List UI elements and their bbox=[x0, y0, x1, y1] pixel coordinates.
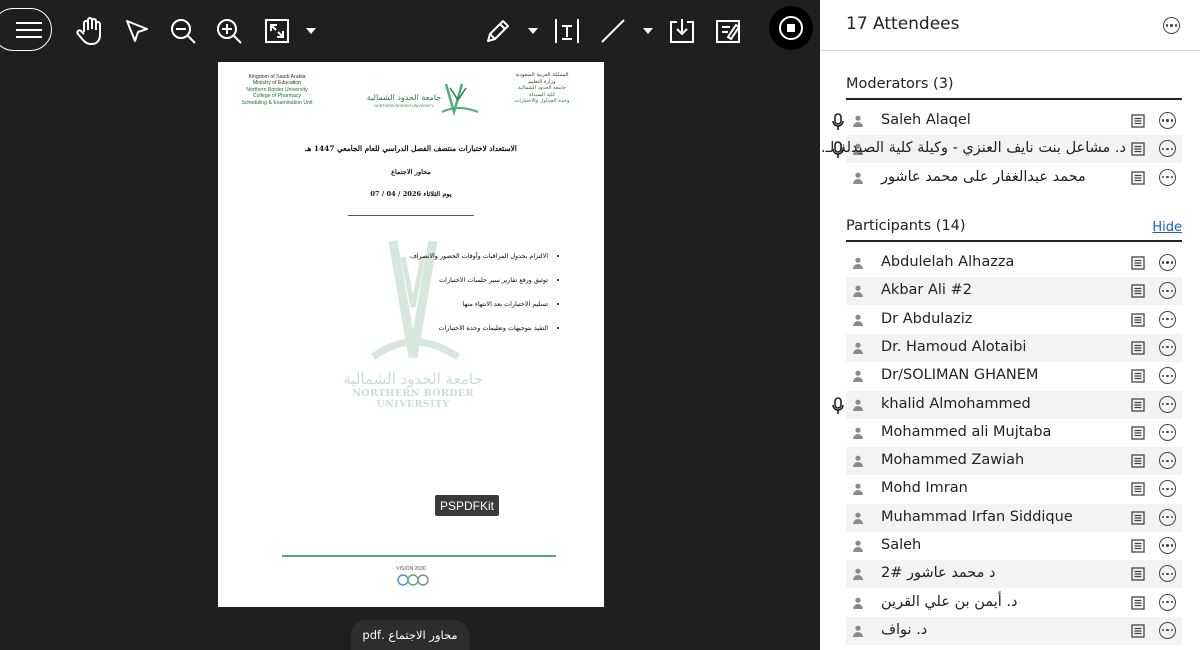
dot-icon bbox=[1162, 516, 1164, 518]
attendee-options-button[interactable] bbox=[1159, 424, 1176, 441]
attendee-name: د. مشاعل بنت نايف العنزي - وكيلة كلية الصيدلة لـ... bbox=[811, 140, 1126, 157]
header-english bbox=[232, 74, 322, 106]
attendee-options-button[interactable] bbox=[1159, 311, 1176, 328]
dot-icon bbox=[1170, 24, 1172, 26]
fit-page-icon bbox=[264, 18, 290, 44]
user-icon bbox=[853, 512, 863, 524]
attendee-row[interactable] bbox=[846, 560, 1182, 588]
dot-icon bbox=[1171, 460, 1173, 462]
attendee-name: محمد عبدالغفار على محمد عاشور bbox=[881, 168, 1086, 185]
attendee-options-button[interactable] bbox=[1159, 396, 1176, 413]
list-icon[interactable] bbox=[1131, 539, 1145, 553]
pen-button[interactable] bbox=[483, 16, 513, 46]
dot-icon bbox=[1162, 460, 1164, 462]
attendee-options-button[interactable] bbox=[1159, 169, 1176, 186]
user-icon bbox=[853, 342, 863, 354]
attendee-options-button[interactable] bbox=[1159, 112, 1176, 129]
header-arabic bbox=[502, 72, 582, 105]
dot-icon bbox=[1166, 346, 1168, 348]
participants-heading-label: Participants (14) bbox=[846, 218, 966, 234]
pan-button[interactable] bbox=[76, 15, 106, 47]
header-en-line: Scheduling & Examination Unit bbox=[241, 99, 313, 106]
attendee-options-button[interactable] bbox=[1159, 254, 1176, 271]
dot-icon bbox=[1162, 346, 1164, 348]
list-icon[interactable] bbox=[1131, 142, 1145, 156]
attendee-name: Dr/SOLIMAN GHANEM bbox=[881, 367, 1039, 384]
logo-arabic-text: جامعة الحدود الشمالية bbox=[366, 93, 442, 102]
attendee-name: Mohammed Zawiah bbox=[881, 452, 1025, 469]
stop-icon bbox=[778, 15, 804, 41]
attendees-title: 17 Attendees bbox=[846, 14, 960, 34]
dot-icon bbox=[1171, 488, 1173, 490]
attendee-name: Saleh bbox=[881, 537, 922, 553]
university-logo bbox=[362, 82, 482, 116]
header-en-line: Ministry of Education bbox=[252, 80, 302, 87]
header-en-line: College of Pharmacy bbox=[252, 93, 302, 100]
attendee-options-button[interactable] bbox=[1159, 339, 1176, 356]
pen-dropdown-button[interactable] bbox=[526, 26, 540, 36]
dot-icon bbox=[1166, 119, 1168, 121]
attendee-row[interactable] bbox=[846, 334, 1182, 362]
fit-dropdown-button[interactable] bbox=[304, 26, 318, 36]
hamburger-icon bbox=[16, 20, 42, 40]
user-icon bbox=[853, 427, 863, 439]
list-icon[interactable] bbox=[1131, 171, 1145, 185]
attendee-name: khalid Almohammed bbox=[881, 395, 1031, 412]
agenda-item: • التقيد بتوجيهات وتعليمات وحدة الاختبارات bbox=[318, 324, 548, 332]
dot-icon bbox=[1162, 403, 1164, 405]
dot-icon bbox=[1162, 544, 1164, 546]
attendee-name: Saleh Alaqel bbox=[881, 112, 971, 128]
agenda-item: • توثيق ورفع تقارير سير جلسات الاختبارات bbox=[318, 276, 548, 284]
dot-icon bbox=[1166, 629, 1168, 631]
attendee-row[interactable] bbox=[846, 475, 1182, 503]
dot-icon bbox=[1171, 261, 1173, 263]
user-icon bbox=[853, 314, 863, 326]
caret-down-icon bbox=[528, 28, 538, 34]
line-dropdown-button[interactable] bbox=[641, 26, 655, 36]
text-box-icon bbox=[553, 17, 581, 45]
list-icon[interactable] bbox=[1131, 256, 1145, 270]
panel-options-button[interactable] bbox=[1163, 17, 1180, 34]
dot-icon bbox=[1171, 431, 1173, 433]
list-icon[interactable] bbox=[1131, 284, 1145, 298]
fit-page-button[interactable] bbox=[262, 16, 292, 46]
dot-icon bbox=[1166, 573, 1168, 575]
dot-icon bbox=[1166, 375, 1168, 377]
header-en-line: Northern Border University bbox=[246, 86, 308, 93]
caret-down-icon bbox=[306, 28, 316, 34]
dot-icon bbox=[1166, 148, 1168, 150]
header-ar-line: كلية الصيدلة bbox=[528, 91, 556, 98]
attendee-options-button[interactable] bbox=[1159, 537, 1176, 554]
dot-icon bbox=[1162, 119, 1164, 121]
pointer-icon bbox=[124, 18, 150, 44]
attendee-name: Dr. Hamoud Alotaibi bbox=[881, 338, 1027, 355]
user-icon bbox=[853, 172, 863, 184]
zoom-out-button[interactable] bbox=[168, 16, 198, 46]
zoom-out-icon bbox=[169, 17, 197, 45]
pen-icon bbox=[484, 17, 512, 45]
document-title: الاستعداد لاختبارات منتصف الفصل الدراسي للعام الجامعي 1447 هـ bbox=[305, 144, 517, 153]
attendee-row[interactable] bbox=[846, 419, 1182, 447]
attendee-row[interactable] bbox=[846, 277, 1182, 305]
attendee-row[interactable] bbox=[846, 589, 1182, 617]
user-icon bbox=[853, 455, 863, 467]
user-icon bbox=[853, 399, 863, 411]
attendee-name: Abdulelah Alhazza bbox=[881, 254, 1015, 270]
participants-heading bbox=[846, 218, 1182, 242]
dot-icon bbox=[1171, 573, 1173, 575]
dot-icon bbox=[1171, 346, 1173, 348]
panel-header bbox=[820, 0, 1200, 51]
attendees-panel bbox=[811, 0, 1200, 650]
dot-icon bbox=[1171, 629, 1173, 631]
dot-icon bbox=[1162, 601, 1164, 603]
agenda-list bbox=[318, 252, 558, 348]
dot-icon bbox=[1166, 544, 1168, 546]
dot-icon bbox=[1166, 403, 1168, 405]
user-icon bbox=[853, 568, 863, 580]
attendee-row[interactable] bbox=[846, 107, 1182, 135]
attendee-name: Dr Abdulaziz bbox=[881, 310, 973, 327]
dot-icon bbox=[1166, 460, 1168, 462]
dot-icon bbox=[1162, 431, 1164, 433]
select-button[interactable] bbox=[122, 16, 152, 46]
attendee-row[interactable] bbox=[846, 249, 1182, 277]
microphone-icon bbox=[832, 397, 844, 415]
list-icon[interactable] bbox=[1131, 313, 1145, 327]
line-icon bbox=[599, 17, 627, 45]
user-icon bbox=[853, 370, 863, 382]
attendee-row[interactable] bbox=[846, 164, 1182, 192]
zoom-in-button[interactable] bbox=[214, 16, 244, 46]
dot-icon bbox=[1171, 176, 1173, 178]
attendee-name: Akbar Ali #2 bbox=[881, 282, 972, 299]
dot-icon bbox=[1166, 261, 1168, 263]
user-icon bbox=[853, 257, 863, 269]
dot-icon bbox=[1171, 318, 1173, 320]
attendee-row[interactable] bbox=[846, 306, 1182, 334]
attendee-options-button[interactable] bbox=[1159, 452, 1176, 469]
list-icon[interactable] bbox=[1131, 398, 1145, 412]
dot-icon bbox=[1162, 261, 1164, 263]
dot-icon bbox=[1162, 488, 1164, 490]
dot-icon bbox=[1166, 290, 1168, 292]
logo-english-text: NORTHERN BORDER UNIVERSITY bbox=[374, 104, 434, 108]
user-icon bbox=[853, 540, 863, 552]
dot-icon bbox=[1171, 601, 1173, 603]
attendee-name: د محمد عاشور #2 bbox=[881, 565, 996, 582]
document-page[interactable] bbox=[218, 62, 604, 607]
attendee-row[interactable] bbox=[846, 391, 1182, 419]
list-icon[interactable] bbox=[1131, 369, 1145, 383]
dot-icon bbox=[1162, 148, 1164, 150]
dot-icon bbox=[1171, 119, 1173, 121]
header-ar-line: وحدة الجداول والاختبارات bbox=[514, 98, 570, 105]
attendee-row[interactable] bbox=[846, 447, 1182, 475]
text-box-button[interactable] bbox=[552, 16, 582, 46]
agenda-item: • الالتزام بجدول المراقبات وأوقات الحضور والانصراف bbox=[318, 252, 548, 260]
dot-icon bbox=[1171, 516, 1173, 518]
dot-icon bbox=[1166, 431, 1168, 433]
moderators-heading-label: Moderators (3) bbox=[846, 76, 954, 92]
caret-down-icon bbox=[643, 28, 653, 34]
list-icon[interactable] bbox=[1131, 482, 1145, 496]
list-icon[interactable] bbox=[1131, 114, 1145, 128]
hand-icon bbox=[77, 16, 105, 46]
microphone-icon bbox=[832, 113, 844, 131]
line-button[interactable] bbox=[598, 16, 628, 46]
document-date: يوم الثلاثاء 2026 / 04 / 07 bbox=[370, 190, 452, 198]
moderators-heading bbox=[846, 76, 1182, 100]
zoom-in-icon bbox=[215, 17, 243, 45]
list-icon[interactable] bbox=[1131, 341, 1145, 355]
dot-icon bbox=[1166, 176, 1168, 178]
attendee-name: Mohammed ali Mujtaba bbox=[881, 423, 1052, 440]
list-icon[interactable] bbox=[1131, 454, 1145, 468]
dot-icon bbox=[1162, 290, 1164, 292]
watermark-english: NORTHERN BORDER UNIVERSITY bbox=[352, 388, 474, 410]
dot-icon bbox=[1162, 176, 1164, 178]
attendee-options-button[interactable] bbox=[1159, 282, 1176, 299]
menu-button[interactable] bbox=[0, 8, 52, 51]
dot-icon bbox=[1171, 148, 1173, 150]
dot-icon bbox=[1171, 375, 1173, 377]
agenda-item: • تسليم الاختبارات بعد الانتهاء منها bbox=[318, 300, 548, 308]
vision-text: VISION 2030 bbox=[396, 566, 426, 572]
hide-participants-link[interactable]: Hide bbox=[1152, 220, 1182, 235]
attendee-options-button[interactable] bbox=[1159, 622, 1176, 639]
dot-icon bbox=[1166, 318, 1168, 320]
dot-icon bbox=[1162, 573, 1164, 575]
header-ar-line: وزارة التعليم bbox=[528, 78, 556, 85]
annotate-button[interactable] bbox=[713, 16, 743, 46]
dot-icon bbox=[1171, 290, 1173, 292]
attendee-name: د. أيمن بن علي القرين bbox=[881, 593, 1018, 610]
dot-icon bbox=[1162, 375, 1164, 377]
attendee-name: Muhammad Irfan Siddique bbox=[881, 508, 1073, 525]
document-subtitle: محاور الاجتماع bbox=[391, 168, 431, 176]
header-ar-line: المملكة العربية السعودية bbox=[515, 72, 569, 78]
attendee-row[interactable] bbox=[846, 617, 1182, 645]
list-icon[interactable] bbox=[1131, 624, 1145, 638]
dot-icon bbox=[1166, 516, 1168, 518]
attendee-options-button[interactable] bbox=[1159, 367, 1176, 384]
header-en-line: Kingdom of Saudi Arabia bbox=[248, 74, 306, 80]
attendee-row[interactable] bbox=[846, 504, 1182, 532]
attendee-options-button[interactable] bbox=[1159, 140, 1176, 157]
user-icon bbox=[853, 625, 863, 637]
user-icon bbox=[853, 285, 863, 297]
dot-icon bbox=[1171, 403, 1173, 405]
title-divider bbox=[348, 215, 474, 216]
dot-icon bbox=[1166, 601, 1168, 603]
download-icon bbox=[668, 17, 696, 45]
dot-icon bbox=[1162, 629, 1164, 631]
dot-icon bbox=[1166, 24, 1168, 26]
attendee-name: د. نواف bbox=[881, 621, 928, 638]
dot-icon bbox=[1166, 488, 1168, 490]
note-icon bbox=[714, 17, 742, 45]
user-icon bbox=[853, 115, 863, 127]
attendee-options-button[interactable] bbox=[1159, 480, 1176, 497]
list-icon[interactable] bbox=[1131, 426, 1145, 440]
list-icon[interactable] bbox=[1131, 596, 1145, 610]
attendee-row[interactable] bbox=[846, 532, 1182, 560]
pspdfkit-tooltip: PSPDFKit bbox=[435, 495, 499, 516]
download-button[interactable] bbox=[667, 16, 697, 46]
user-icon bbox=[853, 597, 863, 609]
list-icon[interactable] bbox=[1131, 511, 1145, 525]
list-icon[interactable] bbox=[1131, 567, 1145, 581]
attendee-row[interactable] bbox=[846, 362, 1182, 390]
footer-divider bbox=[282, 555, 556, 557]
dot-icon bbox=[1175, 24, 1177, 26]
attendee-options-button[interactable] bbox=[1159, 594, 1176, 611]
attendee-name: Mohd Imran bbox=[881, 480, 968, 497]
attendee-options-button[interactable] bbox=[1159, 565, 1176, 582]
dot-icon bbox=[1171, 544, 1173, 546]
vision-2030-logo bbox=[386, 560, 436, 592]
dot-icon bbox=[1162, 318, 1164, 320]
header-ar-line: جامعة الحدود الشمالية bbox=[517, 85, 567, 92]
filename-label[interactable]: محاور الاجتماع .pdf bbox=[351, 620, 469, 650]
attendee-row[interactable] bbox=[811, 135, 1182, 163]
stop-sharing-button[interactable] bbox=[769, 6, 813, 50]
user-icon bbox=[853, 483, 863, 495]
attendee-options-button[interactable] bbox=[1159, 509, 1176, 526]
watermark-arabic: جامعة الحدود الشمالية bbox=[343, 370, 483, 388]
